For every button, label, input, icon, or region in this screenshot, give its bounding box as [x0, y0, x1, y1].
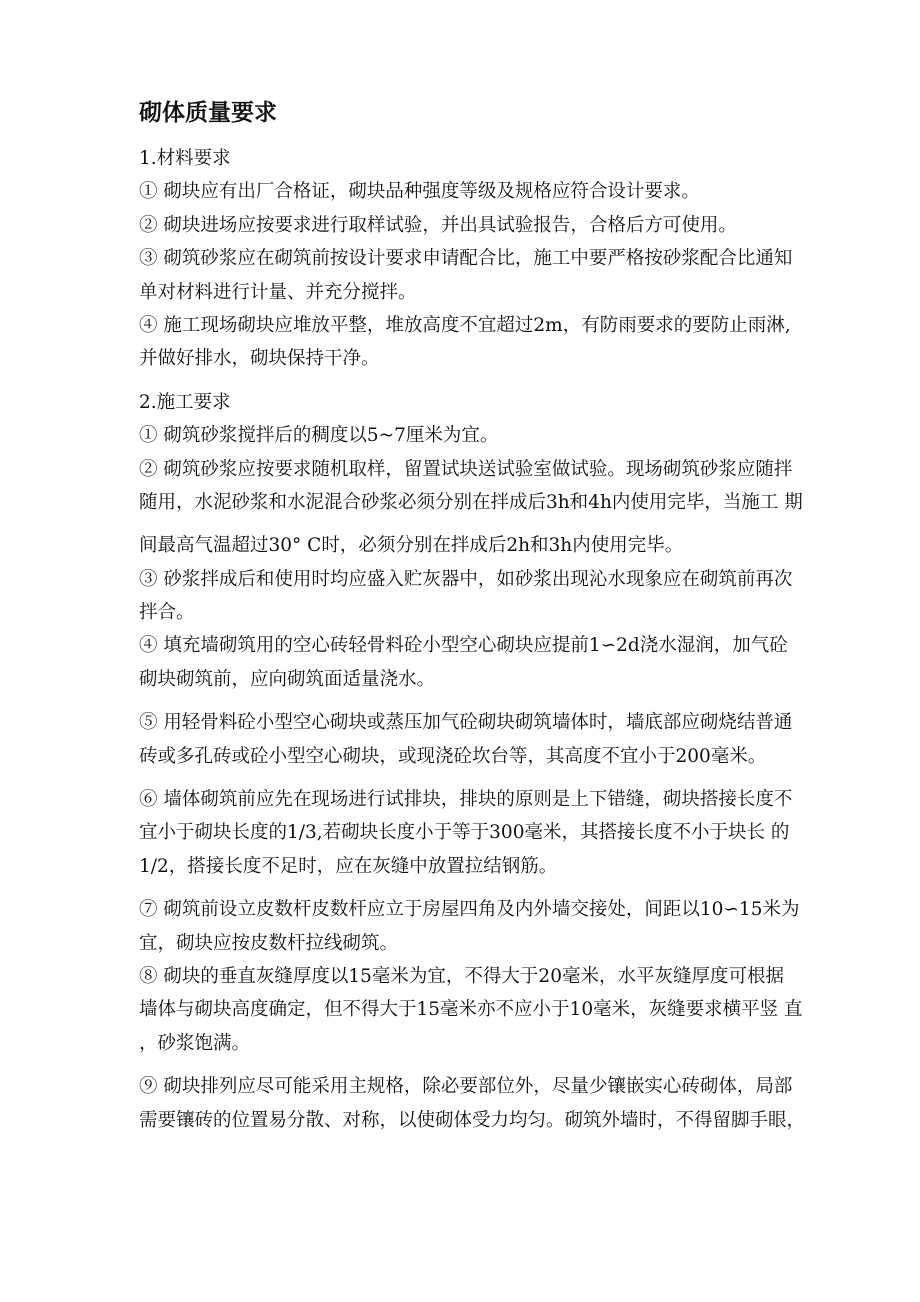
section-heading: 2.施工要求: [139, 391, 231, 413]
text-line: ③ 砌筑砂浆应在砌筑前按设计要求申请配合比，施工中要严格按砂浆配合比通知: [139, 248, 793, 270]
text-line: ，砂浆饱满。: [139, 1032, 251, 1054]
text-line: 随用，水泥砂浆和水泥混合砂浆必须分别在拌成后3h和4h内使用完毕，当施工 期: [139, 491, 803, 513]
text-line: 砖或多孔砖或砼小型空心砌块，或现浇砼坎台等，其高度不宜小于200毫米。: [139, 745, 767, 767]
text-line: 砌块砌筑前，应向砌筑面适量浇水。: [139, 668, 436, 690]
text-line: ⑧ 砌块的垂直灰缝厚度以15毫米为宜，不得大于20毫米，水平灰缝厚度可根据: [139, 965, 784, 987]
document-body: [139, 142, 806, 1137]
text-line: ② 砌筑砂浆应按要求随机取样，留置试块送试验室做试验。现场砌筑砂浆应随拌: [139, 458, 793, 480]
text-line: 间最高气温超过30° C时，必须分别在拌成后2h和3h内使用完毕。: [139, 535, 684, 557]
text-line: ① 砌块应有出厂合格证，砌块品种强度等级及规格应符合设计要求。: [139, 181, 700, 203]
text-line: 并做好排水，砌块保持干净。: [139, 348, 380, 370]
text-line: ④ 施工现场砌块应堆放平整，堆放高度不宜超过2m，有防雨要求的要防止雨淋,: [139, 314, 791, 336]
text-line: 1/2，搭接长度不足时，应在灰缝中放置拉结钢筋。: [139, 855, 558, 877]
page-title: 砌体质量要求: [139, 100, 277, 126]
text-line: ⑨ 砌块排列应尽可能采用主规格，除必要部位外，尽量少镶嵌实心砖砌体，局部: [139, 1076, 793, 1098]
text-line: ⑤ 用轻骨料砼小型空心砌块或蒸压加气砼砌块砌筑墙体时，墙底部应砌烧结普通: [139, 712, 793, 734]
text-line: ⑥ 墙体砌筑前应先在现场进行试排块，排块的原则是上下错缝，砌块搭接长度不: [139, 789, 793, 811]
text-line: ④ 填充墙砌筑用的空心砖轻骨料砼小型空心砌块应提前1∽2d浇水湿润，加气砼: [139, 635, 788, 657]
text-line: ③ 砂浆拌成后和使用时均应盛入贮灰器中，如砂浆出现沁水现象应在砌筑前再次: [139, 568, 793, 590]
text-line: 拌合。: [139, 602, 195, 624]
section-heading: 1.材料要求: [139, 148, 231, 169]
text-line: ② 砌块进场应按要求进行取样试验，并出具试验报告，合格后方可使用。: [139, 214, 737, 236]
text-line: 单对材料进行计量、并充分搅拌。: [139, 281, 417, 303]
text-line: 宜小于砌块长度的1/3,若砌块长度小于等于300毫米，其搭接长度不小于块长 的: [139, 822, 790, 844]
text-line: ⑦ 砌筑前设立皮数杆皮数杆应立于房屋四角及内外墙交接处，间距以10∽15米为: [139, 899, 800, 921]
text-line: ① 砌筑砂浆搅拌后的稠度以5~7厘米为宜。: [139, 425, 499, 447]
text-line: 需要镶砖的位置易分散、对称，以使砌体受力均匀。砌筑外墙时，不得留脚手眼，: [139, 1109, 806, 1131]
text-line: 宜，砌块应按皮数杆拉线砌筑。: [139, 932, 399, 954]
text-line: 墙体与砌块高度确定，但不得大于15毫米亦不应小于10毫米，灰缝要求横平竖 直: [139, 999, 803, 1021]
